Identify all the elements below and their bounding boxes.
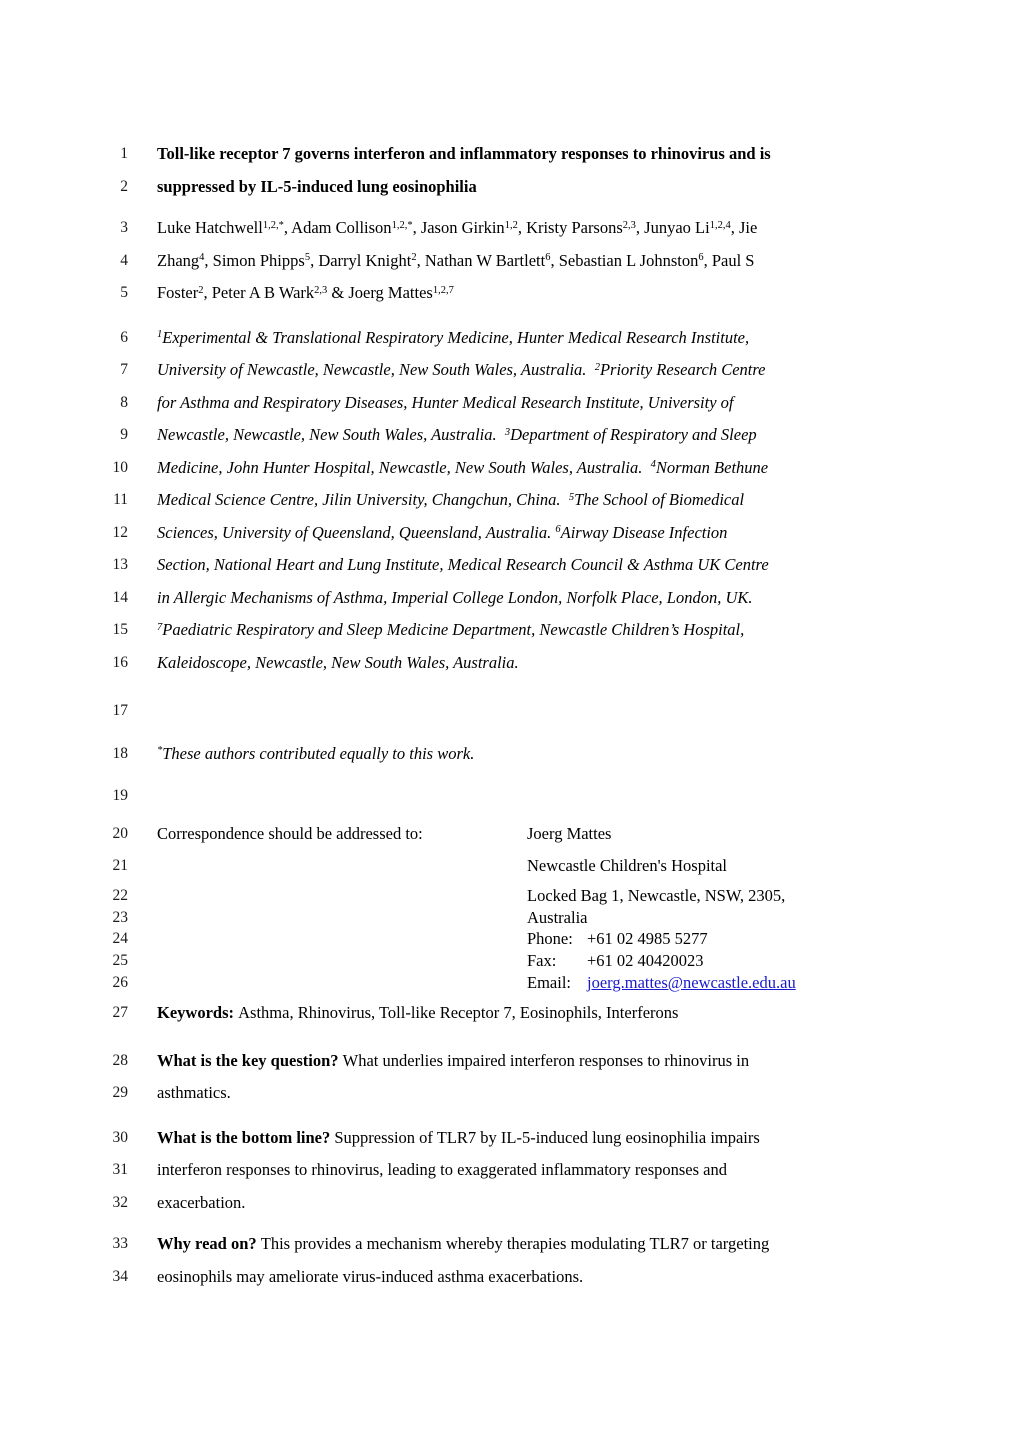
line-number-25: 25 (112, 952, 128, 970)
line-number-19: 19 (112, 787, 128, 804)
doc-line-25 (0, 951, 1020, 973)
line-content (157, 360, 1020, 380)
fax-value: +61 02 40420023 (587, 951, 704, 971)
author: Zhang (157, 250, 200, 270)
doc-line-7 (0, 360, 1020, 393)
author: , Jie (730, 218, 758, 237)
line-content (157, 1083, 1020, 1103)
title-line-1: Toll-like receptor 7 governs interferon and inflammatory responses to rhinovirus and is (157, 144, 771, 163)
author-affil-sup: 1,2,* (262, 219, 284, 231)
line-content (157, 824, 1020, 844)
affiliation: Priority Research Centre (599, 360, 766, 379)
affiliation: in Allergic Mechanisms of Asthma, Imperial College London, Norfolk Place, London, UK. (157, 587, 753, 607)
line-number-26: 26 (112, 973, 128, 991)
line-number-7: 7 (120, 361, 128, 378)
line-number-24: 24 (112, 930, 128, 948)
line-number-18: 18 (112, 744, 128, 762)
author-affil-sup: 2,3 (622, 219, 636, 231)
line-content (157, 425, 1020, 445)
line-number-14: 14 (112, 588, 128, 606)
doc-line-10 (0, 458, 1020, 491)
line-number-3: 3 (120, 219, 128, 236)
affiliation: Paediatric Respiratory and Sleep Medicine Department, Newcastle Children’s Hospital, (162, 620, 745, 639)
document-lines (0, 144, 1020, 1299)
doc-line-2 (0, 177, 1020, 210)
affiliation: Medical Science Centre, Jilin University, Changchun, China. (157, 490, 569, 509)
affiliation-sup: 1 (157, 329, 163, 340)
title-line-2: suppressed by IL-5-induced lung eosinophilia (157, 176, 477, 196)
correspondence-hospital: Newcastle Children's Hospital (527, 856, 728, 875)
line-number-10: 10 (112, 458, 128, 476)
affiliation: University of Newcastle, Newcastle, New South Wales, Australia. (157, 360, 595, 379)
correspondence-address-1: Locked Bag 1, Newcastle, NSW, 2305, (527, 886, 786, 905)
doc-line-24 (0, 929, 1020, 951)
affiliation: Norman Bethune (655, 457, 769, 477)
affiliation-sup: 5 (568, 491, 575, 503)
why-read-on-text: eosinophils may ameliorate virus-induced asthma exacerbations. (157, 1266, 584, 1286)
why-read-on-text: This provides a mechanism whereby therapies modulating TLR7 or targeting (260, 1234, 770, 1254)
line-number-23: 23 (112, 908, 128, 926)
why-read-on-label: Why read on? (157, 1234, 261, 1254)
doc-line-23 (0, 908, 1020, 930)
keywords-list: Asthma, Rhinovirus, Toll-like Receptor 7, Eosinophils, Interferons (238, 1003, 679, 1023)
line-content (157, 490, 1020, 510)
doc-line-34 (0, 1267, 1020, 1300)
author: , Peter A B Wark (203, 283, 315, 302)
doc-line-3 (0, 218, 1020, 251)
author-affil-sup: 5 (304, 252, 311, 263)
author: , Darryl Knight (310, 250, 412, 270)
bottom-line-text: Suppression of TLR7 by IL-5-induced lung eosinophilia impairs (334, 1127, 760, 1147)
affiliation: for Asthma and Respiratory Diseases, Hunter Medical Research Institute, University of (157, 392, 734, 412)
correspondence-address-2: Australia (527, 907, 588, 927)
line-content (157, 251, 1020, 271)
affiliation-sup: 6 (555, 524, 561, 535)
keywords-label: Keywords: (157, 1003, 239, 1023)
line-content (157, 555, 1020, 575)
doc-line-16 (0, 653, 1020, 686)
correspondence-name: Joerg Mattes (527, 823, 612, 843)
affiliation-sup: 3 (504, 426, 511, 438)
line-content (157, 1051, 1020, 1071)
line-number-1: 1 (120, 145, 128, 162)
doc-line-32 (0, 1193, 1020, 1226)
line-number-33: 33 (112, 1235, 128, 1253)
doc-line-1 (0, 144, 1020, 177)
author: , Paul S (703, 250, 755, 270)
line-number-16: 16 (112, 653, 128, 671)
doc-line-12 (0, 523, 1020, 556)
doc-line-13 (0, 555, 1020, 588)
line-number-11: 11 (113, 491, 128, 508)
line-content (157, 588, 1020, 608)
line-number-27: 27 (112, 1004, 128, 1022)
phone-value: +61 02 4985 5277 (587, 929, 708, 949)
doc-line-6 (0, 328, 1020, 361)
doc-line-29 (0, 1083, 1020, 1116)
affiliation: The School of Biomedical (574, 490, 745, 509)
line-number-21: 21 (112, 857, 128, 874)
bottom-line-label: What is the bottom line? (157, 1127, 335, 1147)
email-label: Email: (527, 972, 571, 992)
line-content (157, 283, 1020, 303)
doc-line-11 (0, 490, 1020, 523)
author: Luke Hatchwell (157, 218, 263, 237)
author-affil-sup: 1,2 (504, 219, 518, 231)
author-affil-sup: 6 (545, 252, 551, 263)
author: , Simon Phipps (204, 250, 305, 270)
bottom-line-text: exacerbation. (157, 1192, 246, 1212)
line-number-13: 13 (112, 556, 128, 573)
phone-label: Phone: (527, 929, 573, 949)
doc-line-19 (0, 786, 1020, 819)
affiliation: Airway Disease Infection (560, 522, 728, 542)
line-number-9: 9 (120, 426, 128, 443)
author: & Joerg Mattes (327, 283, 433, 302)
author-affil-sup: 2,3 (314, 284, 328, 296)
line-number-30: 30 (112, 1128, 128, 1146)
doc-line-20 (0, 824, 1020, 857)
line-number-31: 31 (112, 1161, 128, 1179)
line-number-32: 32 (112, 1193, 128, 1211)
doc-line-18 (0, 744, 1020, 777)
line-content (157, 144, 1020, 164)
line-number-8: 8 (120, 393, 128, 411)
line-number-4: 4 (120, 251, 128, 269)
equal-contribution-asterisk: * (157, 745, 163, 756)
doc-line-21 (0, 856, 1020, 886)
doc-line-9 (0, 425, 1020, 458)
affiliation: Experimental & Translational Respiratory Medicine, Hunter Medical Research Institute, (162, 327, 750, 347)
line-content (157, 1003, 1020, 1023)
line-number-28: 28 (112, 1051, 128, 1069)
line-content (157, 1160, 1020, 1180)
bottom-line-text: interferon responses to rhinovirus, leading to exaggerated inflammatory responses and (157, 1160, 727, 1180)
line-content (157, 328, 1020, 348)
doc-line-14 (0, 588, 1020, 621)
line-content (157, 1128, 1020, 1148)
line-content (157, 620, 1020, 640)
author-affil-sup: 4 (199, 252, 205, 263)
affiliation-sup: 2 (594, 361, 600, 373)
doc-line-15 (0, 620, 1020, 653)
author: , Nathan W Bartlett (416, 250, 546, 270)
line-number-22: 22 (112, 887, 128, 904)
line-number-17: 17 (112, 702, 128, 719)
key-question-text: What underlies impaired interferon responses to rhinovirus in (342, 1050, 750, 1070)
line-number-34: 34 (112, 1267, 128, 1285)
affiliation: Section, National Heart and Lung Institute, Medical Research Council & Asthma UK Centre (157, 555, 769, 574)
doc-line-8 (0, 393, 1020, 426)
author: Foster (157, 283, 199, 302)
affiliation: Sciences, University of Queensland, Queensland, Australia. (157, 522, 556, 542)
doc-line-22 (0, 886, 1020, 908)
line-content (157, 177, 1020, 197)
line-content (157, 653, 1020, 673)
affiliation: Kaleidoscope, Newcastle, New South Wales, Australia. (157, 652, 519, 672)
affiliation-sup: 7 (157, 621, 163, 633)
key-question-label: What is the key question? (157, 1050, 343, 1070)
correspondence-label: Correspondence should be addressed to: (157, 823, 423, 843)
author-affil-sup: 1,2,* (391, 219, 413, 231)
affiliation: Medicine, John Hunter Hospital, Newcastle, New South Wales, Australia. (157, 457, 651, 477)
line-number-5: 5 (120, 284, 128, 301)
doc-line-27 (0, 1003, 1020, 1036)
line-content (157, 1234, 1020, 1254)
line-content (157, 1267, 1020, 1287)
author-affil-sup: 2 (411, 252, 417, 263)
doc-line-31 (0, 1160, 1020, 1193)
fax-label: Fax: (527, 951, 557, 971)
author: , Adam Collison (283, 218, 392, 237)
affiliation: Newcastle, Newcastle, New South Wales, Australia. (157, 425, 505, 444)
doc-line-33 (0, 1234, 1020, 1267)
line-number-20: 20 (112, 824, 128, 842)
doc-line-28 (0, 1051, 1020, 1084)
author: , Junyao Li (635, 218, 710, 237)
line-number-15: 15 (112, 621, 128, 638)
doc-line-26 (0, 973, 1020, 995)
doc-line-30 (0, 1128, 1020, 1161)
doc-line-17 (0, 701, 1020, 734)
equal-contribution-note: These authors contributed equally to this work. (162, 743, 475, 763)
affiliation-sup: 4 (650, 459, 656, 470)
doc-line-5 (0, 283, 1020, 316)
line-number-2: 2 (120, 177, 128, 195)
affiliation: Department of Respiratory and Sleep (510, 425, 757, 444)
line-content (157, 458, 1020, 478)
line-number-12: 12 (112, 523, 128, 541)
line-content (157, 744, 1020, 764)
line-content (157, 1193, 1020, 1213)
doc-line-4 (0, 251, 1020, 284)
key-question-text: asthmatics. (157, 1083, 231, 1103)
author: , Kristy Parsons (517, 218, 623, 237)
author-affil-sup: 1,2,7 (432, 284, 454, 296)
line-number-6: 6 (120, 328, 128, 346)
line-content (157, 393, 1020, 413)
author-affil-sup: 1,2,4 (709, 219, 731, 231)
author-affil-sup: 2 (198, 284, 204, 296)
line-content (157, 218, 1020, 238)
line-content (157, 523, 1020, 543)
author-affil-sup: 6 (698, 252, 704, 263)
line-number-29: 29 (112, 1084, 128, 1102)
email-link[interactable]: joerg.mattes@newcastle.edu.au (587, 972, 796, 992)
author: , Jason Girkin (412, 218, 505, 237)
author: , Sebastian L Johnston (550, 250, 699, 270)
